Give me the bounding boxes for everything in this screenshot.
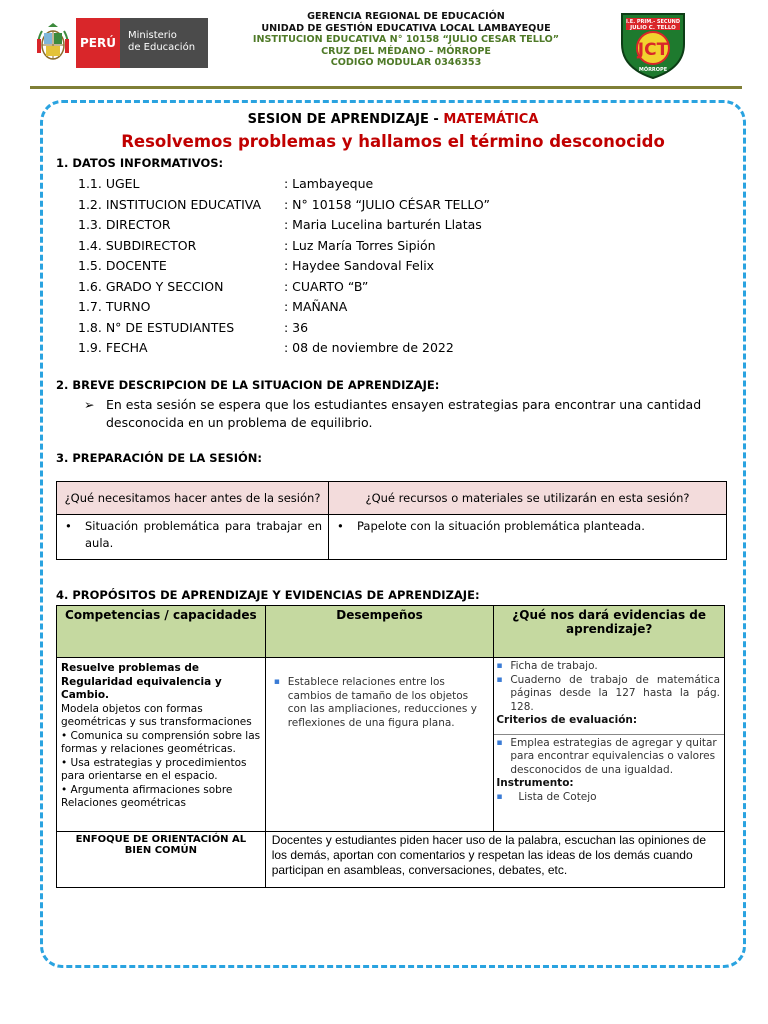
propositos-header-evidencias: ¿Qué nos dará evidencias de aprendizaje? xyxy=(494,606,725,658)
institution-header xyxy=(200,11,612,69)
header-divider xyxy=(30,86,742,89)
section-propositos-heading: 4. PROPÓSITOS DE APRENDIZAJE Y EVIDENCIAS DE APRENDIZAJE: xyxy=(56,588,480,602)
instrumento-label: Instrumento: xyxy=(496,777,574,789)
datos-row-turno: 1.7. TURNO : MAÑANA xyxy=(78,299,348,314)
section-preparacion-heading: 3. PREPARACIÓN DE LA SESIÓN: xyxy=(56,451,263,465)
school-crest-icon xyxy=(618,10,688,80)
preparacion-header-antes: ¿Qué necesitamos hacer antes de la sesión? xyxy=(57,482,329,515)
propositos-header-desempenos: Desempeños xyxy=(265,606,494,658)
svg-text:I.E. PRIM.- SECUND: I.E. PRIM.- SECUND xyxy=(626,19,680,25)
criterios-label: Criterios de evaluación: xyxy=(496,714,638,726)
svg-text:JCT: JCT xyxy=(637,40,669,60)
square-bullet-icon: ▪ xyxy=(496,791,503,802)
preparacion-cell-recursos: • Papelote con la situación problemática planteada. xyxy=(329,515,727,560)
peru-shield-icon xyxy=(30,18,76,68)
peru-label: PERÚ xyxy=(76,18,120,68)
desempenos-cell: ▪ Establece relaciones entre los cambios de tamaño de los objetos con las ampliaciones, reducciones y reflexiones de una figura plana. xyxy=(265,658,494,832)
enfoque-text: Docentes y estudiantes piden hacer uso de la palabra, escuchan las opiniones de los demás, aportan con comentarios y respetan las ideas de los demás cuando participan en asambleas, conversaciones, debates, etc. xyxy=(265,832,724,888)
datos-row-fecha: 1.9. FECHA : 08 de noviembre de 2022 xyxy=(78,340,454,355)
situacion-text: En esta sesión se espera que los estudiantes ensayen estrategias para encontrar una cantidad desconocida en un problema de equilibrio. xyxy=(106,397,702,430)
square-bullet-icon: ▪ xyxy=(496,737,503,748)
square-bullet-icon: ▪ xyxy=(496,674,503,685)
session-heading: SESION DE APRENDIZAJE - MATEMÁTICA xyxy=(247,112,539,127)
header-line-2: UNIDAD DE GESTIÓN EDUCATIVA LOCAL LAMBAYEQUE xyxy=(261,22,551,34)
ministry-label: Ministerio de Educación xyxy=(120,18,208,68)
minedu-logo xyxy=(30,18,208,68)
datos-row-subdirector: 1.4. SUBDIRECTOR : Luz María Torres Sipión xyxy=(78,237,436,253)
competencias-cell: Resuelve problemas de Regularidad equivalencia y Cambio. Modela objetos con formas geométricas y sus transformaciones • Comunica su comprensión sobre las formas y relaciones geométricas. • Usa estrategias y procedimientos para orientarse en el espacio. • Argumenta afirmaciones sobre Relaciones geométricas xyxy=(57,658,266,832)
preparacion-table xyxy=(56,481,727,560)
page-title: Resolvemos problemas y hallamos el término desconocido xyxy=(121,132,665,151)
datos-list xyxy=(78,176,490,361)
header-line-3: INSTITUCION EDUCATIVA N° 10158 “JULIO CESAR TELLO” xyxy=(252,34,560,46)
square-bullet-icon: ▪ xyxy=(496,661,503,671)
datos-row-docente: 1.5. DOCENTE : Haydee Sandoval Felix xyxy=(78,258,435,273)
section-datos-heading: 1. DATOS INFORMATIVOS: xyxy=(56,156,224,170)
propositos-table xyxy=(56,605,725,888)
situacion-description xyxy=(84,396,724,432)
header-line-4: CRUZ DEL MÉDANO – MÓRROPE xyxy=(321,45,491,57)
datos-row-grado: 1.6. GRADO Y SECCION : CUARTO “B” xyxy=(78,278,369,294)
datos-row-institucion: 1.2. INSTITUCION EDUCATIVA : N° 10158 “JULIO CÉSAR TELLO” xyxy=(78,196,490,212)
preparacion-cell-antes: • Situación problemática para trabajar en aula. xyxy=(57,515,329,560)
header-line-5: CODIGO MODULAR 0346353 xyxy=(330,57,482,69)
propositos-header-competencias: Competencias / capacidades xyxy=(57,606,266,658)
square-bullet-icon: ▪ xyxy=(273,677,280,687)
datos-row-ugel: 1.1. UGEL : Lambayeque xyxy=(78,176,374,191)
svg-text:JULIO C. TELLO: JULIO C. TELLO xyxy=(630,25,676,31)
arrow-bullet-icon: ➢ xyxy=(84,397,95,412)
svg-text:MÓRROPE: MÓRROPE xyxy=(638,67,668,73)
datos-row-estudiantes: 1.8. N° DE ESTUDIANTES : 36 xyxy=(78,319,309,335)
header-line-1: GERENCIA REGIONAL DE EDUCACIÓN xyxy=(307,11,505,22)
preparacion-header-recursos: ¿Qué recursos o materiales se utilizarán en esta sesión? xyxy=(329,482,727,515)
section-situacion-heading: 2. BREVE DESCRIPCION DE LA SITUACION DE APRENDIZAJE: xyxy=(56,378,440,392)
datos-row-director: 1.3. DIRECTOR : Maria Lucelina barturén Llatas xyxy=(78,217,482,232)
evidencias-cell: ▪ Ficha de trabajo. ▪ Cuaderno de trabajo de matemática páginas desde la 127 hasta la pág. 128. Criterios de evaluación: ▪ Emplea estrategias de agregar y quitar para encontrar equivalencias o valores desconocidos de una igualdad. Instrumento: ▪ Lista de Cotejo xyxy=(494,658,725,832)
enfoque-label: ENFOQUE DE ORIENTACIÓN AL BIEN COMÚN xyxy=(57,832,266,888)
